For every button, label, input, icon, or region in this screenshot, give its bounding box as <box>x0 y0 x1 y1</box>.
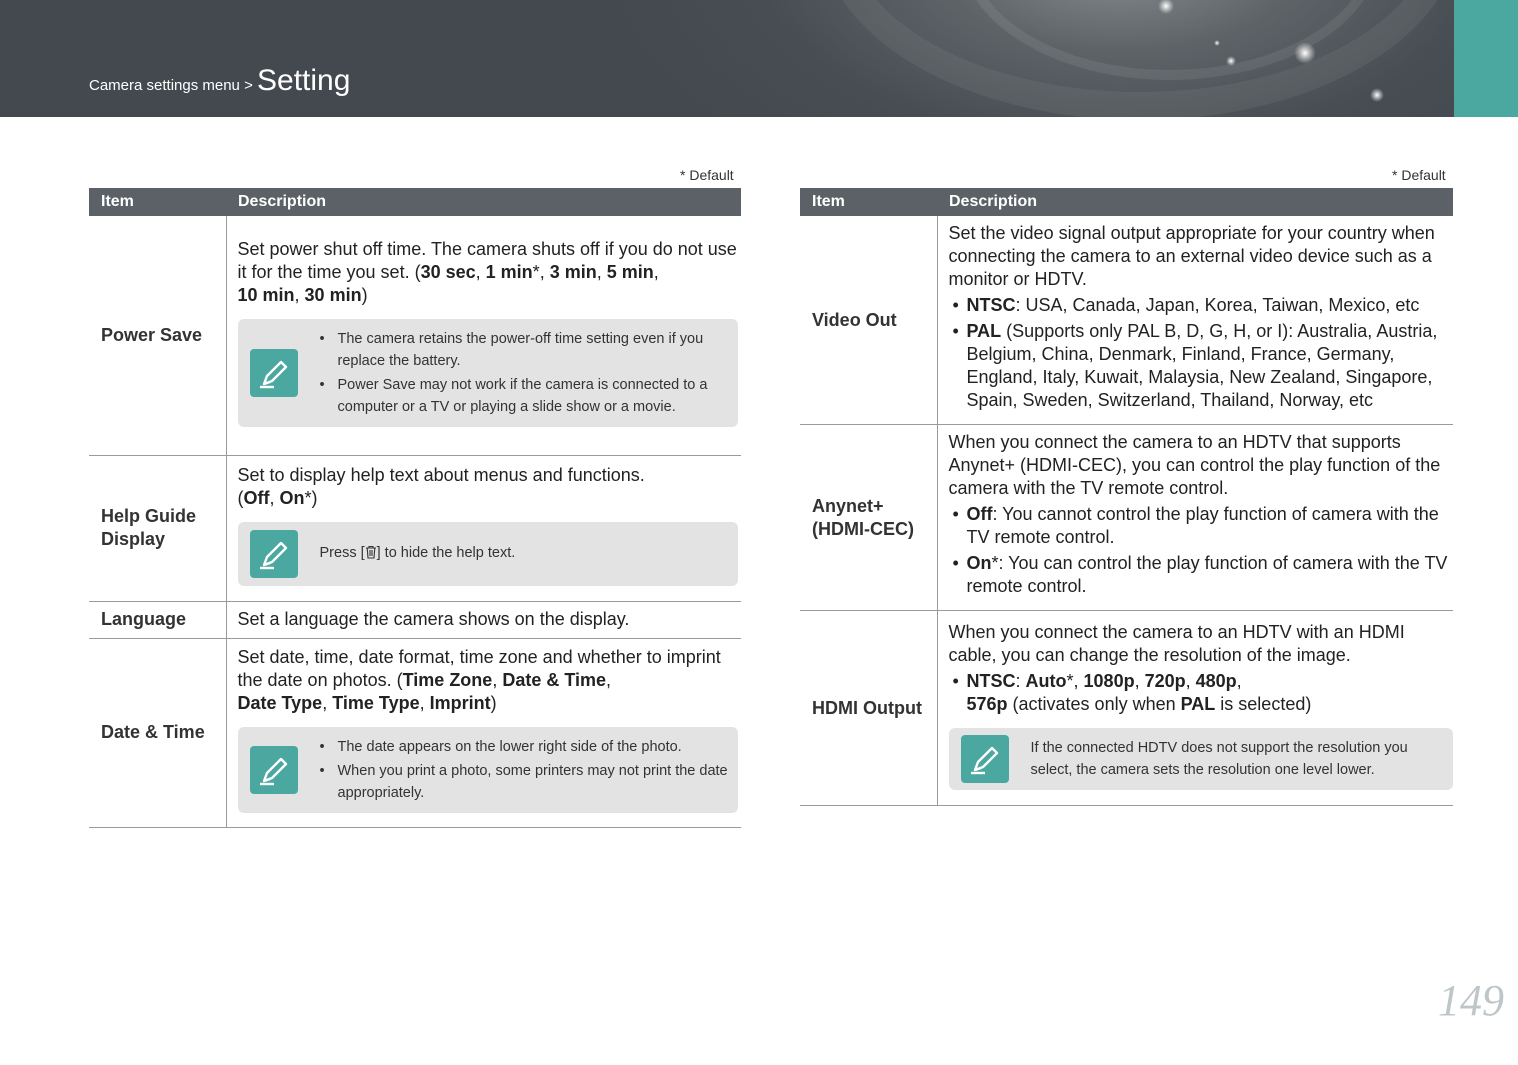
text: (activates only when <box>1007 693 1181 714</box>
option-value: 576p <box>966 693 1008 714</box>
settings-table-right <box>800 188 1453 806</box>
table-header-row <box>89 188 741 216</box>
description-power-save <box>226 216 741 455</box>
option-value: 10 min <box>237 284 295 305</box>
option-value: 1 min <box>485 261 533 282</box>
settings-table-left <box>89 188 741 828</box>
trash-icon <box>365 545 377 559</box>
text: : You cannot control the play function of camera with the TV remote control. <box>966 504 1439 547</box>
text: Set to display help text about menus and functions. <box>237 465 645 485</box>
column-header-description: Description <box>937 188 1453 216</box>
table-header-row <box>800 188 1453 216</box>
bullet-item <box>949 294 1454 317</box>
default-marker: * <box>1066 670 1074 691</box>
note-pencil-icon <box>250 349 298 397</box>
option-value: 3 min <box>549 261 597 282</box>
note-pencil-icon <box>250 746 298 794</box>
default-marker: * <box>304 488 312 508</box>
item-label: Anynet+ <box>812 495 884 516</box>
description-anynet <box>937 425 1453 611</box>
table-row <box>800 216 1453 425</box>
default-note: * Default <box>680 167 734 183</box>
table-row <box>89 638 741 827</box>
option-value: Date Type <box>237 693 323 713</box>
description-video-out <box>937 216 1453 425</box>
option-label: NTSC <box>966 295 1016 315</box>
option-value: Imprint <box>429 693 491 713</box>
description-text: When you connect the camera to an HDTV that supports Anynet+ (HDMI-CEC), you can control the play function of the camera with the TV remote control. <box>948 432 1441 498</box>
column-header-description: Description <box>226 188 741 216</box>
column-header-item: Item <box>89 188 226 216</box>
text: Set date, time, date format, time zone and whether to imprint the date on photos. ( <box>237 647 721 690</box>
option-value: Date & Time <box>502 670 607 690</box>
note-text: If the connected HDTV does not support the resolution you select, the camera sets the resolution one level lower. <box>1030 739 1408 778</box>
note-pencil-icon <box>250 530 298 578</box>
decorative-light <box>1370 88 1384 102</box>
option-label: PAL <box>966 321 1002 341</box>
bullet-item <box>949 320 1454 412</box>
option-label: PAL <box>1180 693 1216 714</box>
text: (Supports only PAL B, D, G, H, or I): Australia, Austria, Belgium, China, Denmark, Finland, France, Germany, England, Italy, Kuwait, Malaysia, New Zealand, Singapore, Spain, Sweden, Switzerland, Thailand, Norway, etc <box>966 321 1438 410</box>
option-value: 1080p <box>1083 670 1135 691</box>
note-box <box>238 522 739 586</box>
item-anynet <box>800 425 937 611</box>
description-text: When you connect the camera to an HDTV with an HDMI cable, you can change the resolution of the image. <box>948 621 1405 665</box>
text: is selected) <box>1215 693 1312 714</box>
note-pencil-icon <box>961 735 1009 783</box>
description-language: Set a language the camera shows on the display. <box>226 601 741 638</box>
option-value: 480p <box>1195 670 1237 691</box>
item-date-time: Date & Time <box>89 638 226 827</box>
option-value: Time Type <box>332 693 420 713</box>
description-text: Set date, time, date format, time zone and whether to imprint the date on photos. (Time Zone, Date & Time, Date Type, Time Type, Imprint) <box>237 647 721 713</box>
table-row <box>89 601 741 638</box>
option-value: Time Zone <box>402 670 493 690</box>
description-date-time <box>226 638 741 827</box>
breadcrumb <box>89 64 350 98</box>
item-label: (HDMI-CEC) <box>812 518 914 539</box>
header-banner <box>0 0 1518 117</box>
note-text: Press [ <box>319 545 365 561</box>
note-bullet: • The camera retains the power-off time setting even if you replace the battery. <box>320 328 729 372</box>
note-box <box>949 728 1454 790</box>
default-marker: * <box>532 261 540 282</box>
item-hdmi-output: HDMI Output <box>800 611 937 806</box>
option-label: On <box>966 553 992 573</box>
note-bullet: • Power Save may not work if the camera is connected to a computer or a TV or playing a slide show or a movie. <box>320 374 729 418</box>
item-video-out: Video Out <box>800 216 937 425</box>
text: *: You can control the play function of camera with the TV remote control. <box>966 553 1448 596</box>
text: : USA, Canada, Japan, Korea, Taiwan, Mexico, etc <box>1015 295 1420 315</box>
item-power-save: Power Save <box>89 216 226 455</box>
option-value: Auto <box>1025 670 1067 691</box>
table-row <box>89 455 741 601</box>
description-text: Set power shut off time. The camera shuts off if you do not use it for the time you set. (30 sec, 1 min*, 3 min, 5 min, 10 min, 30 min) <box>237 238 737 305</box>
note-bullet: • When you print a photo, some printers may not print the date appropriately. <box>320 760 729 804</box>
note-box <box>238 319 739 427</box>
option-value: 30 min <box>304 284 362 305</box>
description-text: Set to display help text about menus and functions. (Off, On*) <box>237 465 645 508</box>
page-title: Setting <box>257 64 351 97</box>
text: Set power shut off time. The camera shuts off if you do not use it for the time you set. ( <box>237 238 737 282</box>
table-row <box>800 611 1453 806</box>
option-value: Off <box>243 488 270 508</box>
bullet-item <box>949 503 1454 549</box>
table-row <box>800 425 1453 611</box>
breadcrumb-separator: > <box>239 77 258 94</box>
option-value: 5 min <box>606 261 654 282</box>
decorative-light <box>1226 56 1236 66</box>
header-accent-tab <box>1454 0 1518 117</box>
description-hdmi-output <box>937 611 1453 806</box>
page-number: 149 <box>1438 976 1504 1025</box>
item-help-guide-display: Help Guide Display <box>89 455 226 601</box>
default-note: * Default <box>1392 167 1446 183</box>
note-bullet: • The date appears on the lower right side of the photo. <box>320 736 729 758</box>
description-text: Set the video signal output appropriate for your country when connecting the camera to an external video device such as a monitor or HDTV. <box>948 223 1435 289</box>
item-language: Language <box>89 601 226 638</box>
decorative-light <box>1214 40 1220 46</box>
note-text: ] to hide the help text. <box>376 545 516 561</box>
breadcrumb-parent[interactable]: Camera settings menu <box>89 77 240 94</box>
option-label: NTSC <box>966 670 1016 691</box>
note-box <box>238 727 739 813</box>
column-header-item: Item <box>800 188 937 216</box>
table-row <box>89 216 741 455</box>
description-help-guide <box>226 455 741 601</box>
option-value: 720p <box>1144 670 1186 691</box>
option-label: Off <box>966 504 993 524</box>
bullet-item <box>949 552 1454 598</box>
option-value: 30 sec <box>420 261 476 282</box>
bullet-item: • NTSC: Auto*, 1080p, 720p, 480p, 576p (activates only when PAL is selected) <box>949 670 1454 716</box>
decorative-light <box>1294 42 1316 64</box>
option-value: On <box>279 488 305 508</box>
